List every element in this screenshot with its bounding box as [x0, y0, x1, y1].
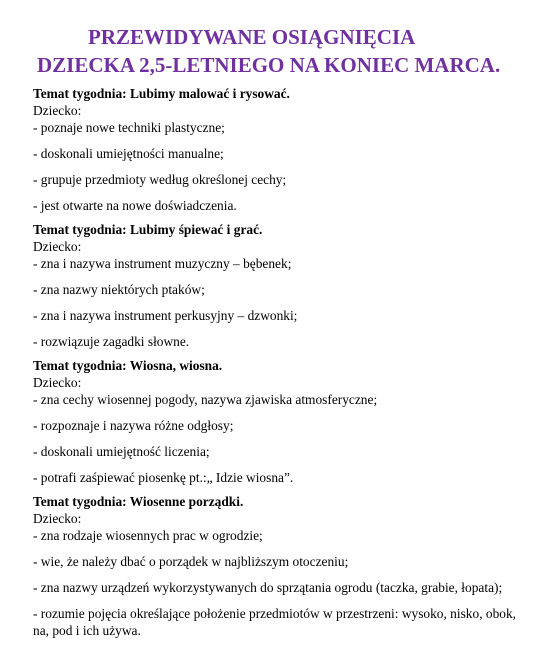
achievement-item: - zna i nazywa instrument muzyczny – bębenek;	[33, 256, 292, 271]
achievement-item: - zna rodzaje wiosennych prac w ogrodzie;	[33, 528, 263, 543]
week-section	[33, 493, 528, 639]
achievement-item: - jest otwarte na nowe doświadczenia.	[33, 198, 237, 213]
achievement-item: - rozwiązuje zagadki słowne.	[33, 334, 190, 349]
section-intro: Dziecko:	[33, 375, 82, 390]
achievement-item: - grupuje przedmioty według określonej cechy;	[33, 172, 287, 187]
achievement-item: - doskonali umiejętność liczenia;	[33, 444, 210, 459]
achievement-item: - rozumie pojęcia określające położenie przedmiotów w przestrzeni: wysoko, nisko, obok, na, pod i ich używa.	[33, 606, 517, 638]
document-title-line-2: DZIECKA 2,5-LETNIEGO NA KONIEC MARCA.	[37, 53, 501, 77]
achievement-item: - zna i nazywa instrument perkusyjny – dzwonki;	[33, 308, 298, 323]
achievement-item: - doskonali umiejętności manualne;	[33, 146, 224, 161]
achievement-item: - wie, że należy dbać o porządek w najbliższym otoczeniu;	[33, 554, 349, 569]
week-topic-heading: Temat tygodnia: Lubimy malować i rysować.	[33, 86, 290, 101]
week-section	[33, 357, 528, 486]
week-section	[33, 221, 528, 350]
week-topic-heading: Temat tygodnia: Wiosenne porządki.	[33, 494, 244, 509]
achievement-item: - poznaje nowe techniki plastyczne;	[33, 120, 225, 135]
achievement-item: - zna nazwy niektórych ptaków;	[33, 282, 205, 297]
achievement-item: - rozpoznaje i nazywa różne odgłosy;	[33, 418, 234, 433]
week-topic-heading: Temat tygodnia: Lubimy śpiewać i grać.	[33, 222, 263, 237]
week-topic-heading: Temat tygodnia: Wiosna, wiosna.	[33, 358, 223, 373]
achievement-item: - potrafi zaśpiewać piosenkę pt.:„ Idzie wiosna”.	[33, 470, 294, 485]
achievement-item: - zna cechy wiosennej pogody, nazywa zjawiska atmosferyczne;	[33, 392, 378, 407]
section-intro: Dziecko:	[33, 239, 82, 254]
document-content	[33, 85, 528, 639]
achievement-item: - zna nazwy urządzeń wykorzystywanych do sprzątania ogrodu (taczka, grabie, łopata);	[33, 580, 503, 595]
document-title-line-1: PRZEWIDYWANE OSIĄGNIĘCIA	[88, 25, 416, 49]
week-section	[33, 85, 528, 214]
section-intro: Dziecko:	[33, 511, 82, 526]
section-intro: Dziecko:	[33, 103, 82, 118]
